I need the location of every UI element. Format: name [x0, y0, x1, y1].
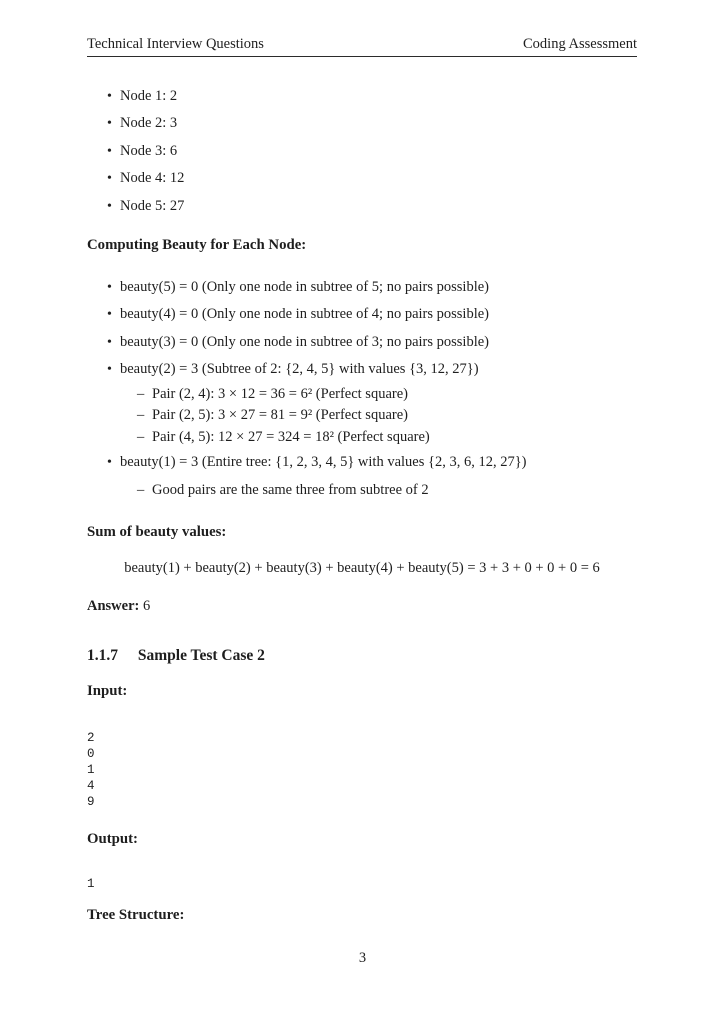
page-number: 3	[358, 950, 367, 966]
header-left-title: Technical Interview Questions	[87, 36, 264, 52]
list-item: – Pair (2, 4): 3 × 12 = 36 = 6² (Perfect square)	[152, 384, 637, 406]
section-heading-sum: Sum of beauty values:	[87, 524, 227, 541]
node-value-list	[87, 83, 637, 220]
list-item: – Good pairs are the same three from subtree of 2	[152, 480, 637, 502]
pair-sublist-tree	[120, 480, 637, 502]
output-heading: Output:	[87, 831, 138, 848]
code-line: 9	[87, 795, 95, 810]
beauty-computation-list	[87, 274, 637, 502]
list-item: – Pair (4, 5): 12 × 27 = 324 = 18² (Perfect square)	[152, 427, 637, 449]
code-line: 1	[87, 877, 95, 892]
list-item: • beauty(3) = 0 (Only one node in subtree of 3; no pairs possible)	[120, 329, 637, 356]
answer-line	[87, 598, 637, 615]
tree-structure-heading: Tree Structure:	[87, 907, 185, 924]
answer-value: 6	[142, 598, 151, 615]
list-item	[120, 449, 637, 502]
subsection-heading	[87, 647, 637, 665]
code-line: 1	[87, 763, 95, 778]
code-line: 4	[87, 779, 95, 794]
list-item: • Node 4: 12	[120, 165, 637, 192]
page-header	[87, 36, 637, 57]
answer-label: Answer:	[87, 598, 140, 615]
pair-sublist-subtree2	[120, 384, 637, 449]
sum-equation: beauty(1) + beauty(2) + beauty(3) + beauty(4) + beauty(5) = 3 + 3 + 0 + 0 + 0 = 6	[124, 560, 600, 577]
input-code-block	[87, 730, 637, 810]
list-item: • beauty(5) = 0 (Only one node in subtree of 5; no pairs possible)	[120, 274, 637, 301]
code-line: 2	[87, 731, 95, 746]
list-item: • Node 3: 6	[120, 138, 637, 165]
list-item: • Node 1: 2	[120, 83, 637, 110]
subsection-title: Sample Test Case 2	[137, 647, 265, 665]
list-item-text: beauty(1) = 3 (Entire tree: {1, 2, 3, 4, 5} with values {2, 3, 6, 12, 27})	[120, 454, 527, 471]
output-code-block	[87, 876, 637, 892]
list-item-text: beauty(2) = 3 (Subtree of 2: {2, 4, 5} with values {3, 12, 27})	[120, 361, 479, 378]
list-item: – Pair (2, 5): 3 × 27 = 81 = 9² (Perfect square)	[152, 405, 637, 427]
list-item: • Node 5: 27	[120, 193, 637, 220]
subsection-number: 1.1.7	[87, 647, 118, 665]
section-heading-computing-beauty: Computing Beauty for Each Node:	[87, 237, 307, 254]
list-item: • Node 2: 3	[120, 110, 637, 137]
input-heading: Input:	[87, 683, 128, 700]
list-item	[120, 356, 637, 449]
header-right-title: Coding Assessment	[523, 36, 637, 52]
list-item: • beauty(4) = 0 (Only one node in subtree of 4; no pairs possible)	[120, 301, 637, 328]
code-line: 0	[87, 747, 95, 762]
